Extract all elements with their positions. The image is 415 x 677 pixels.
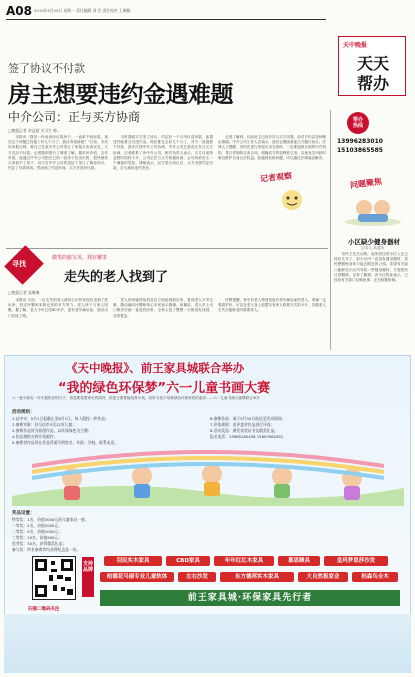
prize-item: 参与奖：所有参赛者均获得纪念品一份。	[12, 547, 81, 552]
sidebar-body: 市民王先生反映，他所居住的小区入住已经好几年了，但小区内一直没有健身器材，居民想锻炼身体只能去附近的公园。希望有关部门能够在小区内安装一些健身器材，方便居民日常锻炼。记者了解到，该小区物业表示，已经向有关部门反映此事，正在积极协调。	[334, 252, 408, 283]
article2-body-col2: 老人的家属得知消息后立即赶到派出所，看到老人平安无事，激动地向民警和热心市民表示感谢。家属说，老人早上出门散步后就一直没有回家，全家人找了整整一天都没有找到，非常着急。	[113, 298, 213, 318]
date-line: 2015年5月25日 星期一 责任编辑 刘 芸 责任校对 王佩佩	[34, 8, 131, 13]
column-badge-label: 天中晚报	[343, 42, 368, 49]
prize-label: 奖品设置：	[12, 511, 35, 516]
brand-4: 慕思睡具	[278, 556, 320, 566]
ad-section-label: 活动规则：	[12, 410, 35, 415]
header-rule	[6, 19, 326, 20]
brand-7: 左右沙发	[178, 572, 216, 582]
search-tag-label: 寻找	[12, 260, 26, 268]
rule-item: 1.以中实：5月1日起截止至6月1日，每人限投一件作品；	[12, 416, 109, 421]
rule-item: 4.作品规格为四开纸画作；	[12, 434, 58, 439]
brand-5: 皇玛梦思莎沙发	[324, 556, 388, 566]
prize-item: 三等奖：10名，价值500元；	[12, 535, 63, 540]
article2-byline: □晚报记者 高琳琳	[8, 290, 40, 295]
article1-body-col1: 本报讯 “我签一份卖房协议的房子，一直拿不到房款，现在这个问题已经拖了好几个月了，我应该找谁呢？”日前，市民向本报反映，称自己在某中介公司签订了房屋买卖协议后，买方迟迟不付款。记者随即进行了调查了解。据市民介绍，去年年底，他通过中介公司把自己的一套房子挂出出售，很快就有买家看中了房子，双方在中介公司的见证下签订了购房协议，约定了付款时间。然而到了约定时间，买方并没有付款。	[8, 135, 108, 171]
hotline-badge	[347, 112, 369, 134]
brand-2: CBD家具	[166, 556, 210, 566]
article2-body-col3: 民警提醒，家中有老人特别是患有老年痴呆症的老人，家属一定要看护好，可以在老人身上放置写有家人联系方式的卡片，以便老人走失后能够及时联系家人。	[218, 298, 326, 313]
article1-body-col2: 当时我跟买方签了协议，约定好一个月内付清房款，如果违约就要支付违约金。现在都过去好几个月了，对方一直拖着不付款，我多次找中介公司协调，中介公司总是说正在与买方协商。记者联系了该中介公司，相关负责人表示，买方目前资金暂时周转不开，公司正在与买方积极协商，会尽快给房主一个满意的答复。律师表示，双方签订协议后，买方未按约定付款，应当承担违约责任。	[113, 135, 213, 171]
focus-illustration	[340, 192, 406, 228]
ad-title-line2: “我的绿色环保梦”六一儿童书画大赛	[58, 381, 271, 396]
brand-8: 东方德邦实木家具	[220, 572, 294, 582]
ad-intro: 六一是小朋友一年中最快乐的日子，但是要看着家长的陪伴，但是又需要能培养小孩，同时为孩子培养绿色环保家居的意识……六一儿童书画大赛暨联合举办	[12, 396, 260, 400]
rule-item: 8.活动奖品：颁发获奖证书及精美礼品。	[210, 428, 279, 433]
rule-item: 2.参赛对象：驻马店市3至12岁儿童；	[12, 422, 77, 427]
section-rule	[6, 248, 328, 249]
sidebar-divider	[330, 110, 331, 350]
qr-caption: 扫描二维码关注	[28, 607, 60, 612]
hotline-phone2: 15103865585	[337, 147, 383, 154]
column-sub: 文/本人 高清田	[360, 246, 384, 250]
qr-code	[32, 556, 76, 600]
support-label: 支持品牌	[82, 557, 94, 597]
brand-3: 年年红红木家具	[214, 556, 274, 566]
column-name-line1: 天天	[357, 54, 390, 73]
rule-item: 7.评选规则：由评委对作品进行评选；	[210, 422, 275, 427]
rule-item: 3.参赛作品须为原创作品，以环保绿色为主题；	[12, 428, 92, 433]
prize-list	[12, 517, 312, 553]
ad-rules-left	[12, 416, 200, 446]
ad-title-line1: 《天中晚报》、前王家具城联合举办	[66, 361, 245, 375]
prize-item: 一等奖：2名，价值2000元；	[12, 523, 63, 528]
prize-item: 特等奖：1名，价值3000元的儿童家具一套；	[12, 517, 89, 522]
article1-headline: 房主想要违约金遇难题	[8, 82, 233, 108]
page-number: A08	[6, 4, 32, 18]
reporter-observation-tag: 记者观察	[259, 171, 293, 184]
article2-headline: 走失的老人找到了	[64, 270, 169, 285]
article1-kicker: 签了协议不付款	[8, 62, 85, 75]
column-title: 小区缺少健身器材	[348, 238, 400, 246]
ad-rules-right	[210, 416, 405, 440]
brand-10: 柏森鸟全木	[352, 572, 398, 582]
hotline-label2: 热线	[352, 123, 363, 129]
article2-tag: 微笑的旅宝贝，找在哪里	[52, 255, 108, 261]
slogan-text: 前王家具城·环保家具先行者	[187, 593, 313, 603]
prize-item: 二等奖：5名，价值1000元；	[12, 529, 63, 534]
rule-item: 6.参赛作品：请于5月30日前送至活动现场；	[210, 416, 286, 421]
column-badge	[338, 36, 406, 96]
reporter-observation-illustration	[262, 186, 322, 216]
brand-1: 羽民实木家具	[104, 556, 162, 566]
brand-6: 柏德花马丽专业儿童软体	[100, 572, 174, 582]
rule-item: 5.参赛者作品须在作品背面写明姓名、年龄、学校、联系电话。	[12, 440, 119, 445]
news-focus-label: 问题聚焦	[349, 176, 383, 191]
hotline-label1: 帮办	[352, 117, 363, 123]
article1-byline: □晚报记者 余益超 实习生 韩...	[8, 128, 61, 133]
brand-9: 大自然板家业	[298, 572, 348, 582]
slogan-strip	[100, 590, 400, 606]
hotline-phone1: 13996283010	[337, 138, 383, 145]
article1-body-col3: 记者了解到，目前房主已经多次与买方沟通，但对方仍以各种理由推脱。中介公司工作人员表示，他们会继续督促买方履行协议。法律人士提醒，市民在进行房屋买卖交易时，一定要选择正规的中介机构，签订详细的买卖合同，明确双方的权利和义务，以免发生纠纷时难以维护自身合法权益。如遇到类似问题，可以通过法律途径解决。	[218, 135, 326, 160]
column-name-line2: 帮办	[357, 74, 390, 93]
article1-subhead: 中介公司：正与买方协商	[8, 110, 141, 124]
ad-phone-line: 报名电话：13965285458 15603982651	[210, 434, 284, 439]
article2-body-col1: 本报讯 日前，一位走失的老人被好心市民发现后送到了派出所，经过民警和本报记者的多方努力，老人终于与家人团聚。据了解，老人今年已经80多岁，患有老年痴呆症，独自出门后迷了路。	[8, 298, 108, 318]
kids-illustration	[12, 448, 404, 506]
prize-item: 优秀奖：30名，获得精美礼品；	[12, 541, 67, 546]
ad-footer-band	[4, 614, 411, 673]
